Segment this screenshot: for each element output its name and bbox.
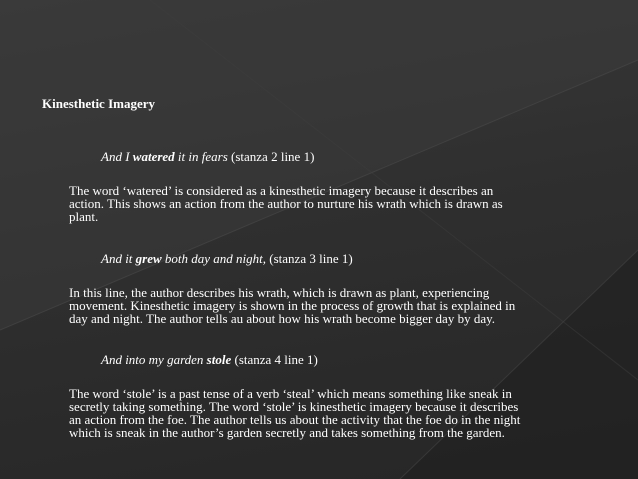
- quote-keyword: watered: [132, 149, 175, 164]
- quote-line: [101, 149, 314, 165]
- quote-text: And it: [101, 251, 136, 266]
- quote-line: [101, 251, 353, 267]
- quote-text: it in fears: [174, 149, 228, 164]
- explanation-paragraph: In this line, the author describes his wrath, which is drawn as plant, experiencing movement. Kinesthetic imagery is shown in the process of growth that is explained in day and night. The author tells au about how his wrath become bigger day by day.: [69, 285, 516, 326]
- slide-heading: Kinesthetic Imagery: [42, 96, 156, 111]
- explanation-paragraph: The word ‘stole’ is a past tense of a verb ‘steal’ which means something like sneak in secretly taking something. The word ‘stole’ is kinesthetic imagery because it describes an action from the foe. The author tells us about the activity that the foe do in the night which is sneak in the author’s garden secretly and takes something from the garden.: [69, 386, 521, 440]
- quote-reference: (stanza 4 line 1): [231, 352, 318, 367]
- quote-keyword: stole: [206, 352, 232, 367]
- quote-reference: (stanza 2 line 1): [227, 149, 315, 164]
- quote-line: [101, 352, 318, 368]
- quote-text: And I: [101, 149, 133, 164]
- quote-text: both day and night,: [161, 251, 267, 266]
- quote-text: And into my garden: [101, 352, 207, 367]
- quote-keyword: grew: [135, 251, 162, 266]
- explanation-paragraph: The word ‘watered’ is considered as a kinesthetic imagery because it describes an action. This shows an action from the author to nurture his wrath which is drawn as plant.: [69, 183, 503, 224]
- quote-reference: (stanza 3 line 1): [266, 251, 353, 266]
